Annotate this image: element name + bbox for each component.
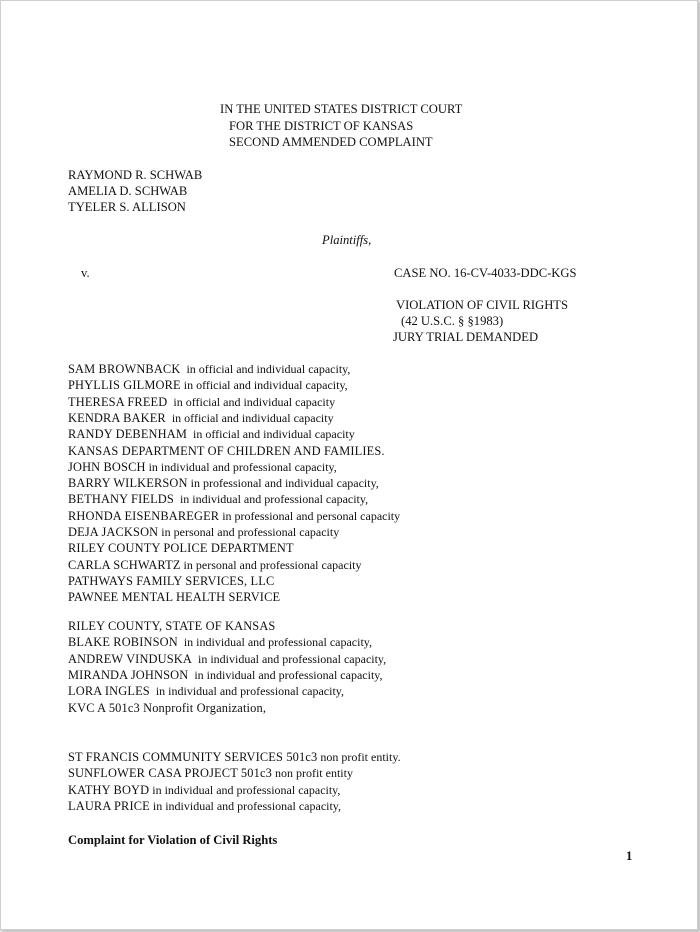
defendant-line [68,749,401,765]
plaintiff-3: TYELER S. ALLISON [68,200,186,214]
jury-demand: JURY TRIAL DEMANDED [393,330,539,344]
defendant-line [68,634,372,650]
claim-title: VIOLATION OF CIVIL RIGHTS [396,298,568,312]
defendant-line [68,765,353,781]
defendant-name: ST FRANCIS COMMUNITY SERVICES 501c3 [68,750,318,764]
versus: v. [81,266,90,280]
defendant-line [68,573,274,589]
defendant-name: LAURA PRICE [68,798,150,813]
defendant-name: DEJA JACKSON [68,525,159,539]
footer-title: Complaint for Violation of Civil Rights [68,833,278,847]
defendant-line [68,508,400,524]
defendant-line [68,491,368,507]
defendant-name: THERESA FREED [68,394,168,409]
defendant-capacity: in individual and professional capacity, [191,651,387,666]
document-title: SECOND AMMENDED COMPLAINT [229,135,433,149]
defendant-line [68,426,355,442]
defendant-capacity: in professional and individual capacity, [187,476,379,491]
defendant-name: BARRY WILKERSON [68,476,188,491]
defendant-capacity: in official and individual capacity [187,427,355,442]
defendant-line [68,798,341,814]
defendant-capacity: in individual and professional capacity, [149,798,342,813]
defendant-name: JOHN BOSCH [68,459,146,474]
plaintiff-2: AMELIA D. SCHWAB [68,184,188,198]
defendant-name: RHONDA EISENBAREGER [68,508,220,523]
defendant-line [68,557,361,573]
defendant-capacity: in personal and professional capacity [180,557,362,572]
defendant-capacity: in official and individual capacity, [180,362,351,376]
defendant-name: RANDY DEBENHAM [68,427,188,442]
defendant-name: KENDRA BAKER [68,410,166,425]
defendant-capacity: in personal and professional capacity [158,525,340,539]
defendant-name: MIRANDA JOHNSON [68,667,189,682]
defendant-line [68,683,344,699]
defendant-capacity: in individual and professional capacity, [188,667,383,682]
defendant-line [68,618,275,634]
defendant-name: KVC A 501c3 Nonprofit Organization, [68,700,267,715]
defendant-line [68,443,385,459]
defendant-capacity: in individual and professional capacity, [173,492,369,507]
defendant-line [68,667,383,683]
defendant-name: PATHWAYS FAMILY SERVICES, LLC [68,573,275,588]
defendant-capacity: in individual and professional capacity, [145,459,337,474]
defendant-name: PHYLLIS GILMORE [68,378,181,393]
statute-citation: (42 U.S.C. § §1983) [401,314,504,328]
defendant-name: KANSAS DEPARTMENT OF CHILDREN AND FAMILIES. [68,443,385,458]
defendant-name: RILEY COUNTY POLICE DEPARTMENT [68,541,294,556]
defendant-line [68,540,294,556]
defendant-capacity: in individual and professional capacity, [177,635,373,650]
defendant-line [68,524,339,540]
defendant-name: ANDREW VINDUSKA [68,651,192,666]
plaintiff-1: RAYMOND R. SCHWAB [68,168,203,182]
defendant-name: BLAKE ROBINSON [68,635,178,650]
defendant-name: SUNFLOWER CASA PROJECT 501c3 [68,766,272,781]
defendant-name: RILEY COUNTY, STATE OF KANSAS [68,619,276,633]
defendant-name: PAWNEE MENTAL HEALTH SERVICE [68,590,281,605]
defendant-line [68,459,337,475]
defendant-line [68,410,334,426]
defendant-name: LORA INGLES [68,684,150,699]
case-number: CASE NO. 16-CV-4033-DDC-KGS [394,266,577,280]
defendant-capacity: in official and individual capacity [165,410,334,425]
defendant-line [68,394,335,410]
defendant-capacity: non profit entity. [317,750,401,764]
page-number: 1 [626,849,633,863]
district-heading: FOR THE DISTRICT OF KANSAS [229,119,414,133]
defendant-line [68,700,266,716]
defendant-capacity: non profit entity [271,766,353,781]
defendant-capacity: in individual and professional capacity, [149,782,341,797]
defendant-line [68,589,280,605]
defendant-name: CARLA SCHWARTZ [68,557,181,572]
defendant-capacity: in official and individual capacity, [180,378,348,393]
defendant-line [68,475,379,491]
defendant-capacity: in individual and professional capacity, [149,684,345,699]
plaintiffs-label: Plaintiffs, [322,233,372,247]
defendant-capacity: in professional and personal capacity [219,508,401,523]
defendant-line [68,377,348,393]
defendant-line [68,651,386,667]
defendant-name: BETHANY FIELDS [68,492,174,507]
defendant-name: KATHY BOYD [68,782,150,797]
court-heading: IN THE UNITED STATES DISTRICT COURT [220,102,463,116]
defendant-line [68,782,340,798]
defendant-line [68,361,350,377]
defendant-capacity: in official and individual capacity [167,394,336,409]
defendant-name: SAM BROWNBACK [68,362,181,376]
